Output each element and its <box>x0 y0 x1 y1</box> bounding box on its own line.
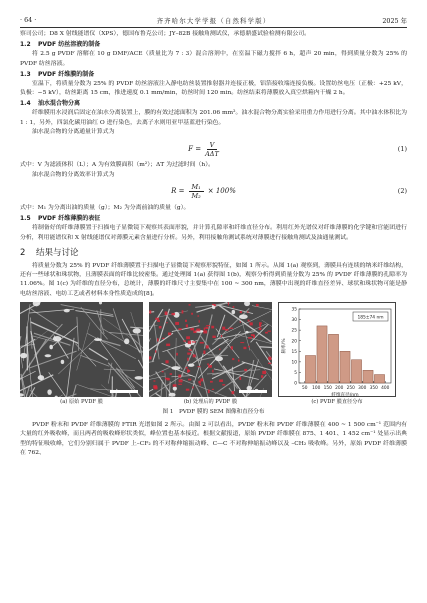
header-rule <box>20 27 407 28</box>
pore-marker <box>261 375 263 378</box>
pore-marker <box>262 371 266 374</box>
paragraph: 将 2.5 g PVDF 溶解在 10 g DMF/ACE（质量比为 7 : 3）混合溶剂中，在室温下磁力搅拌 6 h，超声 20 min，得到质量分数为 25% 的 PVDF 纺丝溶液。 <box>20 51 407 67</box>
pore-marker <box>203 351 205 354</box>
pore-marker <box>197 315 199 316</box>
pore-marker <box>155 318 159 320</box>
bead <box>20 353 27 358</box>
pore-marker <box>200 384 202 386</box>
pore-marker <box>190 328 194 331</box>
pore-marker <box>168 332 171 335</box>
y-tick-label: 25 <box>291 328 297 334</box>
pore-marker <box>179 379 183 382</box>
pore-marker <box>238 360 240 362</box>
bead <box>49 345 53 350</box>
pore-marker <box>261 323 262 324</box>
bead <box>245 331 248 333</box>
running-header <box>20 13 407 27</box>
y-tick-label: 20 <box>291 339 297 345</box>
pore-marker <box>197 366 200 367</box>
histogram-bar <box>340 351 350 383</box>
pore-marker <box>178 375 181 378</box>
pore-marker <box>210 381 213 383</box>
pore-marker <box>170 373 172 375</box>
bead <box>188 364 195 367</box>
x-tick-label: 50 <box>302 386 308 392</box>
pore-marker <box>212 304 215 305</box>
pore-marker <box>186 389 190 391</box>
pore-marker <box>248 320 250 322</box>
equation-number: (2) <box>397 187 407 196</box>
pore-marker <box>182 310 184 313</box>
pore-marker <box>165 312 168 315</box>
journal-title: 齐齐哈尔大学学报（自然科学版） <box>156 16 271 25</box>
pore-marker <box>187 353 191 355</box>
pore-marker <box>212 336 215 338</box>
pore-marker <box>219 349 220 351</box>
pore-marker <box>175 322 179 325</box>
section-heading-2 <box>20 246 407 260</box>
page-number: · 64 · <box>20 16 37 24</box>
pore-marker <box>211 326 214 329</box>
y-axis-label: 频率/% <box>282 338 287 354</box>
pore-marker <box>178 384 182 385</box>
figure-caption: 图 1 PVDF 膜的 SEM 图像和直径分布 <box>162 409 265 416</box>
paragraph: 油水混合物的分离效率计算式为 <box>32 171 115 178</box>
pore-marker <box>166 322 168 323</box>
bead <box>45 354 52 357</box>
x-tick-label: 300 <box>358 386 367 392</box>
issue-year: 2025 年 <box>382 16 407 25</box>
pore-marker <box>155 350 156 353</box>
fraction <box>205 141 219 158</box>
equation-number: (1) <box>397 144 407 153</box>
pore-marker <box>187 369 189 372</box>
histogram-bar <box>328 334 338 383</box>
pore-marker <box>250 322 253 325</box>
pore-marker <box>219 380 223 383</box>
pore-marker <box>183 340 186 341</box>
pore-marker <box>203 330 207 333</box>
annotation-label: 185±74 nm <box>357 315 384 321</box>
article-body <box>20 30 407 458</box>
pore-marker <box>171 313 175 315</box>
section-number: 2 <box>20 247 26 258</box>
pore-marker <box>240 342 244 343</box>
denominator: AΔT <box>205 149 219 158</box>
paragraph: 油水混合物的分离通量计算式为 <box>32 129 115 136</box>
subfigure-caption-b: (b) 处理后的 PVDF 膜 <box>183 399 238 406</box>
y-tick-label: 0 <box>294 381 297 387</box>
pore-marker <box>186 324 188 327</box>
section-title: PVDF 纺丝溶液的制备 <box>38 41 101 49</box>
pore-marker <box>232 391 235 394</box>
pore-marker <box>193 331 196 333</box>
numerator: M₁ <box>189 183 204 192</box>
figure-panel-a <box>20 302 143 408</box>
pore-marker <box>205 327 208 329</box>
pore-marker <box>162 371 164 372</box>
pore-marker <box>256 304 259 306</box>
paragraph: PVDF 粉末和 PVDF 纤维薄膜的 FTIR 光谱如图 2 所示。由图 2 可以看出，PVDF 粉末和 PVDF 纤维薄膜在 400 ~ 1 500 cm⁻¹ 范围内有大量的红外吸收峰，而且两者的吸收峰形状类似，峰位置也基本接近。根据文献报道，原始 PVDF 纤维膜在 875、1 401、1 452 cm⁻¹ 处显示出典型的特征吸收峰，它们分别归属于 PVDF 上–CF₂ 的不对称伸缩振动峰、C—C 不对称伸缩振动峰以及 –CH₂ 吸收峰。另外，原始 PVDF 纤维薄膜在 762、 <box>20 422 407 456</box>
x-tick-label: 150 <box>323 386 332 392</box>
pore-marker <box>240 321 241 322</box>
section-number: 1.3 <box>20 70 31 78</box>
pore-marker <box>178 328 181 330</box>
pore-marker <box>173 384 177 387</box>
pore-marker <box>212 389 214 390</box>
section-number: 1.5 <box>20 215 31 223</box>
paragraph: 纤维膜用水浸润后固定在油水分离装置上，膜的有效过滤面积为 201.06 mm²。油水混合物分离实验采用重力作用进行分离。其中油水体积比为 1 : 1，另外，四氯化碳用油红 O 进行染色，去离子水则用亚甲基蓝进行染色。 <box>20 110 407 126</box>
pore-marker <box>240 311 242 313</box>
pore-marker <box>248 346 250 348</box>
equation-lhs: F = <box>188 144 202 153</box>
pore-marker <box>265 332 268 334</box>
pore-marker <box>207 364 209 365</box>
bead <box>239 314 248 319</box>
pore-marker <box>196 329 200 332</box>
bead <box>215 356 223 361</box>
pore-marker <box>188 379 191 381</box>
section-title: PVDF 纤维膜的制备 <box>38 70 95 78</box>
histogram-bar <box>363 370 373 383</box>
pore-marker <box>244 369 247 371</box>
instrument-paragraph: 察司公司；D8 X 射线能谱仪（XPS），德国布鲁克公司；JY–82B 接触角测试仪，承德鼎盛试验检测有限公司。 <box>20 31 311 37</box>
pore-marker <box>189 304 191 305</box>
equation-2 <box>20 180 407 204</box>
pore-marker <box>153 380 155 381</box>
pore-marker <box>212 370 213 373</box>
sem-image-processed <box>149 302 272 397</box>
pore-marker <box>225 329 229 331</box>
pore-marker <box>159 326 162 329</box>
bead <box>232 310 236 314</box>
paragraph: 式中：V 为滤液体积（L）；A 为有效膜面积（m²）；ΔT 为过滤时间（h）。 <box>20 162 215 169</box>
pore-marker <box>243 347 246 349</box>
equation-rhs: × 100% <box>207 187 236 196</box>
pore-marker <box>157 338 159 341</box>
equation-1 <box>20 137 407 161</box>
bead <box>38 375 44 380</box>
pore-marker <box>188 341 191 344</box>
pore-marker <box>192 341 196 342</box>
pore-marker <box>259 328 262 330</box>
pore-marker <box>253 335 255 338</box>
pore-marker <box>153 385 157 388</box>
scale-bar <box>110 390 138 393</box>
x-axis-label: 纤维直径/nm <box>331 393 359 399</box>
section-title: PVDF 纤维薄膜的表征 <box>38 215 101 223</box>
section-heading-1-2 <box>20 40 407 50</box>
figure-panel-b <box>149 302 272 408</box>
bead <box>173 387 177 391</box>
bead <box>53 336 61 341</box>
figure-1 <box>20 302 407 408</box>
pore-marker <box>208 390 210 393</box>
histogram-bar <box>305 356 315 383</box>
pore-marker <box>191 313 193 315</box>
y-tick-label: 35 <box>291 307 297 313</box>
fraction <box>189 183 204 200</box>
pore-marker <box>165 378 169 380</box>
pore-marker <box>149 310 151 313</box>
sem-background <box>20 302 143 397</box>
pore-marker <box>166 344 170 346</box>
section-number: 1.2 <box>20 41 31 49</box>
pore-marker <box>229 328 233 329</box>
pore-marker <box>222 327 225 330</box>
histogram-bar <box>351 360 361 383</box>
pore-marker <box>162 338 164 339</box>
pore-marker <box>206 345 209 348</box>
pore-marker <box>239 377 241 380</box>
section-number: 1.4 <box>20 100 31 108</box>
section-heading-1-4 <box>20 99 407 109</box>
pore-marker <box>176 353 178 356</box>
equation-lhs: R = <box>171 187 185 196</box>
diameter-histogram <box>278 302 396 397</box>
bead <box>94 338 102 341</box>
section-title: 油水混合物分离 <box>38 100 81 108</box>
section-title: 结果与讨论 <box>36 247 79 258</box>
pore-marker <box>222 384 225 385</box>
pore-marker <box>259 322 261 325</box>
pore-marker <box>268 363 271 364</box>
pore-marker <box>186 367 188 369</box>
pore-marker <box>186 336 190 339</box>
pore-marker <box>149 356 151 359</box>
pore-marker <box>247 311 248 313</box>
pore-marker <box>206 325 210 326</box>
pore-marker <box>199 320 200 323</box>
bead <box>169 393 176 397</box>
bead <box>133 328 141 333</box>
bead <box>124 338 129 344</box>
section-heading-1-5 <box>20 214 407 224</box>
paragraph: 将制备好的纤维薄膜置于扫描电子显微镜下观察其表面形貌，并计算孔隙率和纤维直径分布。利用红外光谱仪对纤维薄膜的化学键和官能团进行分析，利用能谱仪和 X 射线能谱仪对薄膜元素含量进行分析。另外，利用接触角测试系统对薄膜进行接触角测试及油通量测试。 <box>20 225 407 241</box>
paragraph: 将质量分数为 25% 的 PVDF 纤维薄膜置于扫描电子显微镜下观察形貌特征，如图 1 所示。从图 1(a) 观察到，薄膜具有连续的纳米纤维结构，还有一些球状和珠状物，且薄膜表面的纤维比较密集。通过处理图 1(a) 获得图 1(b)，观察分析得到质量分数为 25% 的 PVDF 纤维薄膜的孔隙率为 11.06%。图 1(c) 为纤维的直径分布，总统计，薄膜的纤维尺寸主要集中在 100 ~ 300 nm，薄膜中出现的纤维直径差异、球状和珠状物可能是静电纺丝溶液、电纺工艺或者材料本身性质造成的[8]。 <box>20 262 407 297</box>
y-tick-label: 15 <box>291 349 297 355</box>
pore-marker <box>165 360 168 363</box>
pore-marker <box>157 320 160 322</box>
pore-marker <box>268 357 271 360</box>
bead <box>135 376 143 379</box>
pore-marker <box>228 302 229 305</box>
histogram-bar <box>374 375 384 383</box>
pore-marker <box>192 387 193 389</box>
pore-marker <box>231 346 233 349</box>
pore-marker <box>188 349 191 350</box>
bead <box>171 366 180 370</box>
pore-marker <box>187 358 189 361</box>
x-tick-label: 100 <box>312 386 321 392</box>
x-tick-label: 350 <box>369 386 378 392</box>
pore-marker <box>193 354 196 357</box>
bead <box>47 389 51 395</box>
pore-marker <box>232 358 234 360</box>
scale-bar <box>239 390 267 393</box>
pore-marker <box>248 337 252 339</box>
y-tick-label: 5 <box>294 371 297 377</box>
pore-marker <box>198 381 201 384</box>
sem-image-raw <box>20 302 143 397</box>
subfigure-caption-a: (a) 原始 PVDF 膜 <box>60 399 103 406</box>
histogram-bar <box>317 326 327 383</box>
figure-panel-c <box>278 302 396 408</box>
bead <box>64 309 70 312</box>
paragraph: 式中：M₁ 为分离出油的质量（g）；M₂ 为分离前油的质量（g）。 <box>20 204 190 211</box>
paragraph: 室温下，将质量分数为 25% 的 PVDF 纺丝溶液注入静电纺丝装置推射器并连接正极，铝箔接收端连接负极。设置纺丝电压（正极：+25 kV，负极：−5 kV），纺丝距离 15 cm，推进速度 0.1 mm/min，纺丝时间 120 min。纺丝结束将薄膜放入真空烘箱内干燥 2 h。 <box>20 80 407 97</box>
pore-marker <box>221 335 222 337</box>
pore-marker <box>185 320 187 322</box>
x-tick-label: 250 <box>346 386 355 392</box>
denominator: M₂ <box>191 192 201 201</box>
pore-marker <box>204 328 205 331</box>
numerator: V <box>207 141 218 150</box>
section-heading-1-3 <box>20 70 407 80</box>
y-tick-label: 30 <box>291 318 297 324</box>
pore-marker <box>233 306 235 308</box>
pore-marker <box>208 365 212 368</box>
bead <box>61 360 65 364</box>
y-tick-label: 10 <box>291 360 297 366</box>
x-tick-label: 200 <box>335 386 344 392</box>
subfigure-caption-c: (c) PVDF 膜直径分布 <box>311 399 363 406</box>
pore-marker <box>200 342 204 344</box>
pore-marker <box>267 331 270 332</box>
x-tick-label: 400 <box>381 386 390 392</box>
